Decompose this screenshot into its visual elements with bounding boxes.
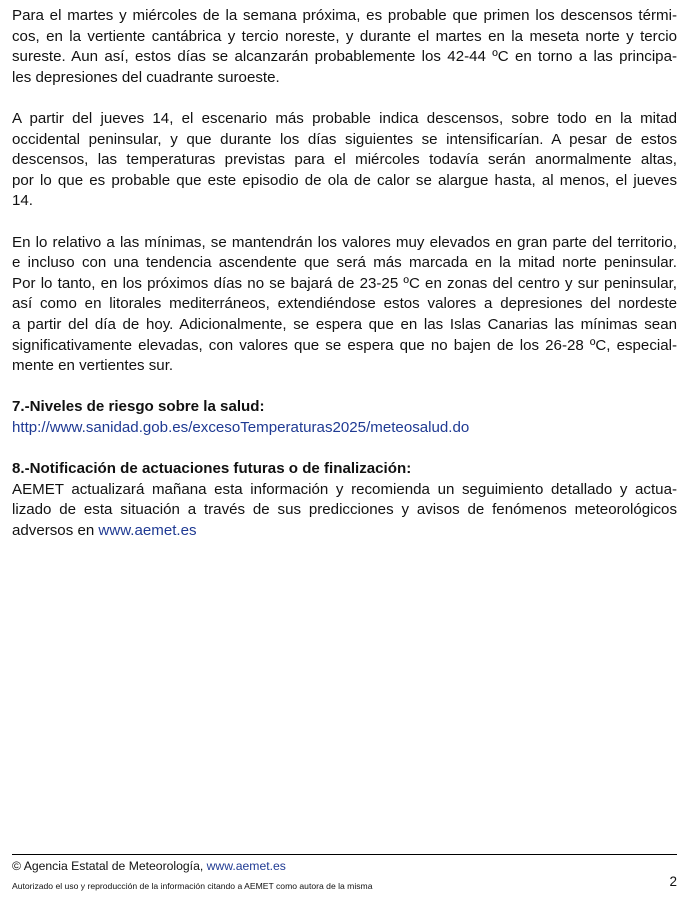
paragraph-line: e incluso con una tendencia ascendente que será más marcada en la mitad norte peninsular. [12,254,677,272]
paragraph-line: a partir del día de hoy. Adicionalmente, se espera que en las Islas Canarias las mínimas sean [12,315,677,333]
paragraph-text: adversos en [12,521,99,539]
paragraph-2 [12,109,677,212]
paragraph-line: descensos, las temperaturas previstas para el miércoles todavía serán anormalmente altas, [12,151,677,169]
paragraph-line: les depresiones del cuadrante suroeste. [12,68,280,86]
footer-authorization: Autorizado el uso y reproducción de la información citando a AEMET como autora de la misma [12,881,373,891]
paragraph-line: occidental peninsular, y que durante los días siguientes se intensificarían. A pesar de estos [12,130,677,148]
notification-paragraph [12,480,677,542]
paragraph-line: significativamente elevadas, con valores que se espera que no bajen de los 26-28 ºC, especial- [12,336,677,354]
paragraph-line: A partir del jueves 14, el escenario más probable indica descensos, sobre todo en la mitad [12,109,677,127]
paragraph-line: mente en vertientes sur. [12,357,174,375]
paragraph-line: AEMET actualizará mañana esta información y recomienda un seguimiento detallado y actua- [12,480,677,498]
paragraph-line: por lo que es probable que este episodio de ola de calor se alargue hasta, al menos, el jueves [12,171,677,189]
paragraph-line: lizado de esta situación a través de sus predicciones y avisos de fenómenos meteorológicos [12,501,677,519]
paragraph-line: 14. [12,192,33,210]
section-heading: 8.-Notificación de actuaciones futuras o de finalización: [12,460,412,478]
paragraph-line [12,521,677,542]
health-risk-link[interactable]: http://www.sanidad.gob.es/excesoTemperaturas2025/meteosalud.do [12,418,470,436]
page-number: 2 [669,874,677,889]
page-footer [12,854,677,892]
paragraph-line: Por lo tanto, en los próximos días no se bajará de 23-25 ºC en zonas del centro y sur peninsular, [12,274,677,292]
footer-copyright [12,858,677,874]
paragraph-line: En lo relativo a las mínimas, se mantendrán los valores muy elevados en gran parte del territorio, [12,233,677,251]
paragraph-line: cos, en la vertiente cantábrica y tercio noreste, y durante el martes en la meseta norte y tercio [12,27,677,45]
section-heading: 7.-Niveles de riesgo sobre la salud: [12,398,265,416]
document-body [12,6,677,562]
paragraph-line: sureste. Aun así, estos días se alcanzarán probablemente los 42-44 ºC en torno a las principa- [12,48,677,66]
section-notification [12,459,677,541]
aemet-link[interactable]: www.aemet.es [98,521,197,539]
paragraph-3 [12,233,677,377]
paragraph-line: Para el martes y miércoles de la semana próxima, es probable que primen los descensos térmi- [12,7,677,24]
section-link-line [12,418,677,439]
footer-aemet-link[interactable]: www.aemet.es [206,859,286,873]
copyright-text: © Agencia Estatal de Meteorología, [12,859,207,873]
section-health-risk [12,397,677,438]
paragraph-1 [12,6,677,88]
paragraph-line: así como en litorales mediterráneos, extendiéndose estos valores a depresiones del nordeste [12,295,677,313]
